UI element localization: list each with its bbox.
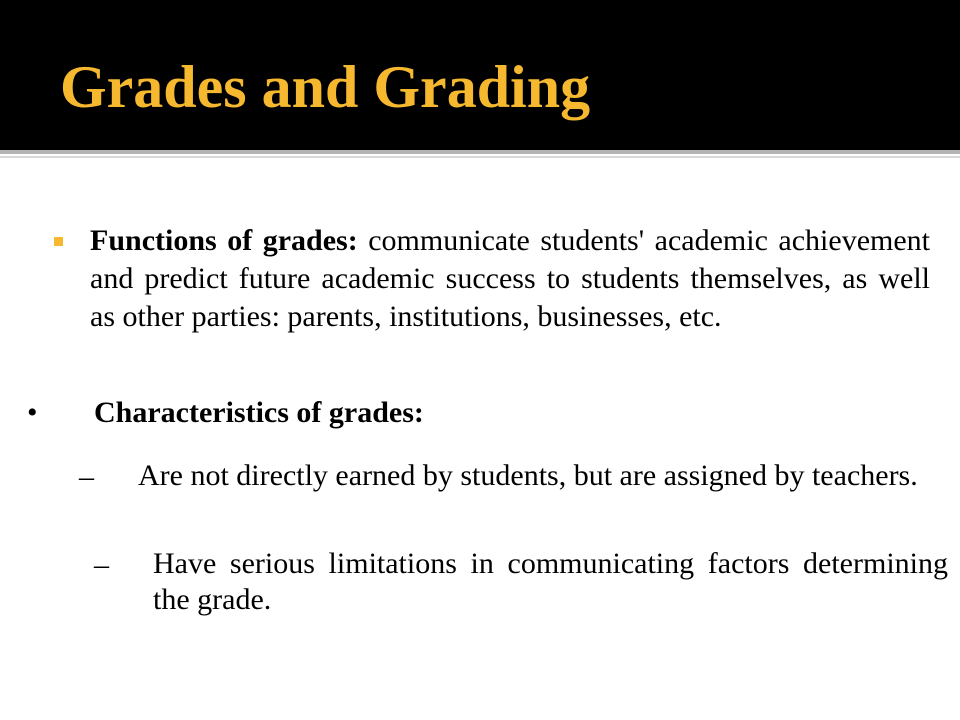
title-bar	[0, 0, 960, 150]
functions-label: Functions of grades:	[90, 224, 358, 257]
characteristics-heading: Characteristics of grades:	[94, 396, 424, 429]
square-bullet-icon	[54, 237, 63, 246]
title-divider-light	[0, 156, 960, 158]
dash-bullet-icon: –	[94, 548, 109, 581]
functions-paragraph	[90, 222, 930, 336]
slide-title: Grades and Grading	[60, 54, 591, 120]
round-bullet-icon: •	[27, 396, 38, 429]
functions-text: communicate students' academic achievement and predict future academic success to students themselves, as well as other parties: parents, institutions, businesses, etc.	[90, 224, 930, 333]
characteristic-item-2: Have serious limitations in communicating factors determining the grade.	[153, 547, 948, 616]
characteristic-item-1: Are not directly earned by students, but are assigned by teachers.	[138, 459, 918, 492]
title-divider	[0, 150, 960, 154]
dash-bullet-icon: –	[79, 460, 94, 493]
